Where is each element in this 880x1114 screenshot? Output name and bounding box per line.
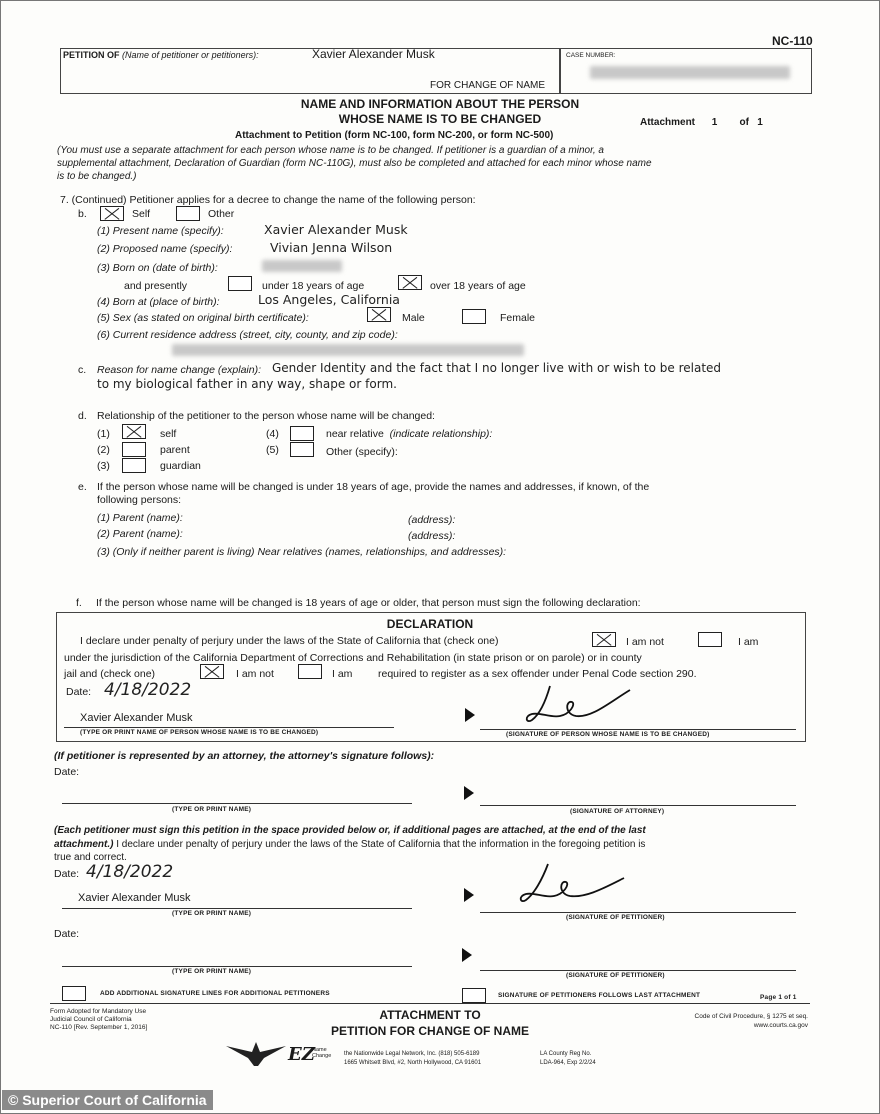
attorney-signature-line bbox=[480, 805, 796, 806]
petitioner-2-arrow-icon bbox=[462, 948, 472, 962]
reason-label: Reason for name change (explain): bbox=[97, 364, 262, 376]
e-line-2: following persons: bbox=[97, 494, 182, 506]
rel-self-checkbox[interactable] bbox=[122, 424, 146, 439]
sign-here-arrow-icon bbox=[465, 708, 475, 722]
page-number: Page 1 of 1 bbox=[760, 994, 797, 1001]
reason-line-1: Gender Identity and the fact that I no longer live with or wish to be related bbox=[272, 361, 722, 375]
present-name: Xavier Alexander Musk bbox=[264, 222, 408, 237]
under-18-checkbox[interactable] bbox=[228, 276, 252, 291]
attorney-heading: (If petitioner is represented by an attorney, the attorney's signature follows): bbox=[54, 750, 435, 762]
petitioner-name: Xavier Alexander Musk bbox=[312, 47, 435, 61]
subtitle: Attachment to Petition (form NC-100, form NC-200, or form NC-500) bbox=[235, 130, 554, 141]
petitioner-signature-icon bbox=[512, 858, 642, 908]
rel-parent-label: parent bbox=[160, 444, 190, 456]
attorney-name-caption: (TYPE OR PRINT NAME) bbox=[172, 806, 252, 813]
self-checkbox[interactable] bbox=[100, 206, 124, 221]
attorney-name-line bbox=[62, 803, 412, 804]
parent-1-address-label: (address): bbox=[408, 514, 456, 526]
c-label: c. bbox=[78, 364, 87, 376]
attorney-date-label: Date: bbox=[54, 766, 80, 778]
for-change-label: FOR CHANGE OF NAME bbox=[430, 80, 546, 91]
declaration-signature-icon bbox=[520, 680, 660, 728]
sex-offender-checkbox[interactable] bbox=[298, 664, 322, 679]
other-checkbox[interactable] bbox=[176, 206, 200, 221]
female-label: Female bbox=[500, 312, 536, 324]
f-line: If the person whose name will be changed is 18 years of age or older, that person must sign the following declaration: bbox=[96, 597, 641, 609]
attorney-signature-caption: (SIGNATURE OF ATTORNEY) bbox=[570, 808, 665, 815]
instructions-1: (You must use a separate attachment for each person whose name is to be changed. If petitioner is a guardian of a minor, a bbox=[57, 145, 604, 156]
petitioner-date-label: Date: bbox=[54, 868, 80, 880]
petitioner-2-signature-line bbox=[480, 970, 796, 971]
rel-near-relative-label: near relative (indicate relationship): bbox=[326, 428, 493, 440]
ez-logo: EZ bbox=[288, 1044, 315, 1065]
e-line-1: If the person whose name will be changed is under 18 years of age, provide the names and addresses, if known, of the bbox=[97, 481, 650, 493]
petitioner-name: Xavier Alexander Musk bbox=[78, 892, 191, 904]
rel-near-relative-checkbox[interactable] bbox=[290, 426, 314, 441]
redacted-case-number bbox=[590, 66, 790, 79]
title-line-2: WHOSE NAME IS TO BE CHANGED bbox=[338, 112, 542, 126]
declaration-title: DECLARATION bbox=[386, 617, 474, 631]
follows-attachment-checkbox[interactable] bbox=[462, 988, 486, 1003]
proposed-name-label: (2) Proposed name (specify): bbox=[97, 243, 233, 255]
f-label: f. bbox=[76, 597, 82, 609]
parent-1-label: (1) Parent (name): bbox=[97, 512, 183, 524]
redacted-birth-date bbox=[262, 260, 342, 272]
petitioner-2-date-label: Date: bbox=[54, 928, 80, 940]
add-lines-checkbox[interactable] bbox=[62, 986, 86, 1001]
parent-2-label: (2) Parent (name): bbox=[97, 528, 183, 540]
petitioners-text-2: attachment.) I declare under penalty of perjury under the laws of the State of California that the information in the foregoing petition is bbox=[54, 839, 646, 850]
petitioner-2-name-caption: (TYPE OR PRINT NAME) bbox=[172, 968, 252, 975]
self-label: Self bbox=[132, 208, 151, 220]
near-relatives-label: (3) (Only if neither parent is living) Near relatives (names, relationships, and addresses): bbox=[97, 546, 507, 558]
footer-adopted: Form Adopted for Mandatory Use Judicial Council of California NC-110 [Rev. September 1, 2016] bbox=[50, 1008, 148, 1031]
reason-line-2: to my biological father in any way, shape or form. bbox=[97, 377, 397, 391]
rel-guardian-label: guardian bbox=[160, 460, 201, 472]
declaration-line-1: I declare under penalty of perjury under the laws of the State of California that (check one) bbox=[80, 635, 499, 647]
declaration-date-label: Date: bbox=[66, 686, 92, 698]
female-checkbox[interactable] bbox=[462, 309, 486, 324]
add-lines-label: ADD ADDITIONAL SIGNATURE LINES FOR ADDITIONAL PETITIONERS bbox=[100, 990, 330, 997]
petitioner-signature-line bbox=[480, 912, 796, 913]
male-checkbox[interactable] bbox=[367, 307, 391, 322]
other-label: Other bbox=[208, 208, 235, 220]
rel-5-num: (5) bbox=[266, 444, 279, 456]
in-custody-checkbox[interactable] bbox=[698, 632, 722, 647]
rel-1-num: (1) bbox=[97, 428, 110, 440]
court-watermark: © Superior Court of California bbox=[2, 1090, 213, 1110]
instructions-2: supplemental attachment, Declaration of Guardian (form NC-110G), must also be completed and attached for each minor whose name bbox=[57, 158, 652, 169]
petitioner-2-signature-caption: (SIGNATURE OF PETITIONER) bbox=[566, 972, 665, 979]
declaration-signature-caption: (SIGNATURE OF PERSON WHOSE NAME IS TO BE CHANGED) bbox=[506, 731, 710, 738]
born-at-label: (4) Born at (place of birth): bbox=[97, 296, 220, 308]
am-not-label-1: I am not bbox=[626, 636, 664, 648]
declaration-name: Xavier Alexander Musk bbox=[80, 712, 193, 724]
am-not-label-2: I am not bbox=[236, 668, 274, 680]
footer-registration: LA County Reg No. LDA-964, Exp 2/2/24 bbox=[540, 1051, 596, 1066]
present-name-label: (1) Present name (specify): bbox=[97, 225, 224, 237]
attorney-arrow-icon bbox=[464, 786, 474, 800]
declaration-name-line bbox=[64, 727, 394, 728]
case-number-label: CASE NUMBER: bbox=[566, 52, 616, 59]
rel-2-num: (2) bbox=[97, 444, 110, 456]
d-label: d. bbox=[78, 410, 87, 422]
declaration-signature-line bbox=[480, 729, 796, 730]
petition-of-label: PETITION OF (Name of petitioner or petitioners): bbox=[63, 50, 259, 60]
born-at: Los Angeles, California bbox=[258, 292, 400, 307]
footer-divider bbox=[50, 1003, 810, 1004]
b-label: b. bbox=[78, 208, 87, 220]
petitioner-date: 4/18/2022 bbox=[86, 862, 174, 882]
sex-label: (5) Sex (as stated on original birth certificate): bbox=[97, 312, 309, 324]
declaration-line-3a: jail and (check one) bbox=[64, 668, 156, 680]
rel-4-num: (4) bbox=[266, 428, 279, 440]
eagle-logo-icon bbox=[224, 1038, 288, 1068]
form-number: NC-110 bbox=[772, 34, 813, 48]
petitioners-text-3: true and correct. bbox=[54, 852, 127, 863]
petitioner-name-caption: (TYPE OR PRINT NAME) bbox=[172, 910, 252, 917]
petitioner-name-line bbox=[62, 908, 412, 909]
declaration-line-3b: required to register as a sex offender under Penal Code section 290. bbox=[378, 668, 697, 680]
footer-network: the Nationwide Legal Network, Inc. (818) 505-6189 1665 Whitsett Blvd, #2, North Hollywood, CA 91601 bbox=[344, 1051, 482, 1066]
petitioner-2-name-line bbox=[62, 966, 412, 967]
redacted-address bbox=[172, 344, 524, 356]
declaration-date: 4/18/2022 bbox=[104, 680, 192, 700]
footer-title-1: ATTACHMENT TO bbox=[379, 1008, 481, 1022]
relationship-intro: Relationship of the petitioner to the person whose name will be changed: bbox=[97, 410, 435, 422]
under-18-label: under 18 years of age bbox=[262, 280, 365, 292]
residence-label: (6) Current residence address (street, city, county, and zip code): bbox=[97, 329, 398, 341]
rel-parent-checkbox[interactable] bbox=[122, 442, 146, 457]
petitioner-signature-caption: (SIGNATURE OF PETITIONER) bbox=[566, 914, 665, 921]
male-label: Male bbox=[402, 312, 425, 324]
footer-code: Code of Civil Procedure, § 1275 et seq. www.courts.ca.gov bbox=[694, 1013, 808, 1029]
e-label: e. bbox=[78, 481, 87, 493]
born-on-label: (3) Born on (date of birth): bbox=[97, 262, 218, 274]
petitioner-arrow-icon bbox=[464, 888, 474, 902]
declaration-line-2: under the jurisdiction of the California Department of Corrections and Rehabilitation (in state prison or on parole) or in county bbox=[64, 652, 642, 664]
follows-attachment-label: SIGNATURE OF PETITIONERS FOLLOWS LAST ATTACHMENT bbox=[498, 992, 701, 999]
over-18-label: over 18 years of age bbox=[430, 280, 526, 292]
ez-logo-small: Name Change bbox=[312, 1047, 332, 1059]
footer-title-2: PETITION FOR CHANGE OF NAME bbox=[331, 1024, 529, 1038]
rel-guardian-checkbox[interactable] bbox=[122, 458, 146, 473]
am-label-2: I am bbox=[332, 668, 353, 680]
over-18-checkbox[interactable] bbox=[398, 275, 422, 290]
attachment-label: Attachment 1 of 1 bbox=[640, 117, 763, 128]
declaration-name-caption: (TYPE OR PRINT NAME OF PERSON WHOSE NAME IS TO BE CHANGED) bbox=[80, 729, 319, 736]
title-line-1: NAME AND INFORMATION ABOUT THE PERSON bbox=[300, 97, 580, 111]
item7-intro: 7. (Continued) Petitioner applies for a decree to change the name of the following person: bbox=[60, 194, 476, 206]
presently-label: and presently bbox=[124, 280, 188, 292]
petitioners-text-1: (Each petitioner must sign this petition in the space provided below or, if additional pages are attached, at the end of the last bbox=[54, 825, 646, 836]
not-sex-offender-checkbox[interactable] bbox=[200, 664, 224, 679]
parent-2-address-label: (address): bbox=[408, 530, 456, 542]
rel-other-checkbox[interactable] bbox=[290, 442, 314, 457]
proposed-name: Vivian Jenna Wilson bbox=[270, 240, 393, 255]
rel-self-label: self bbox=[160, 428, 177, 440]
not-in-custody-checkbox[interactable] bbox=[592, 632, 616, 647]
rel-3-num: (3) bbox=[97, 460, 110, 472]
instructions-3: is to be changed.) bbox=[57, 171, 137, 182]
am-label-1: I am bbox=[738, 636, 759, 648]
rel-other-label: Other (specify): bbox=[326, 446, 398, 458]
